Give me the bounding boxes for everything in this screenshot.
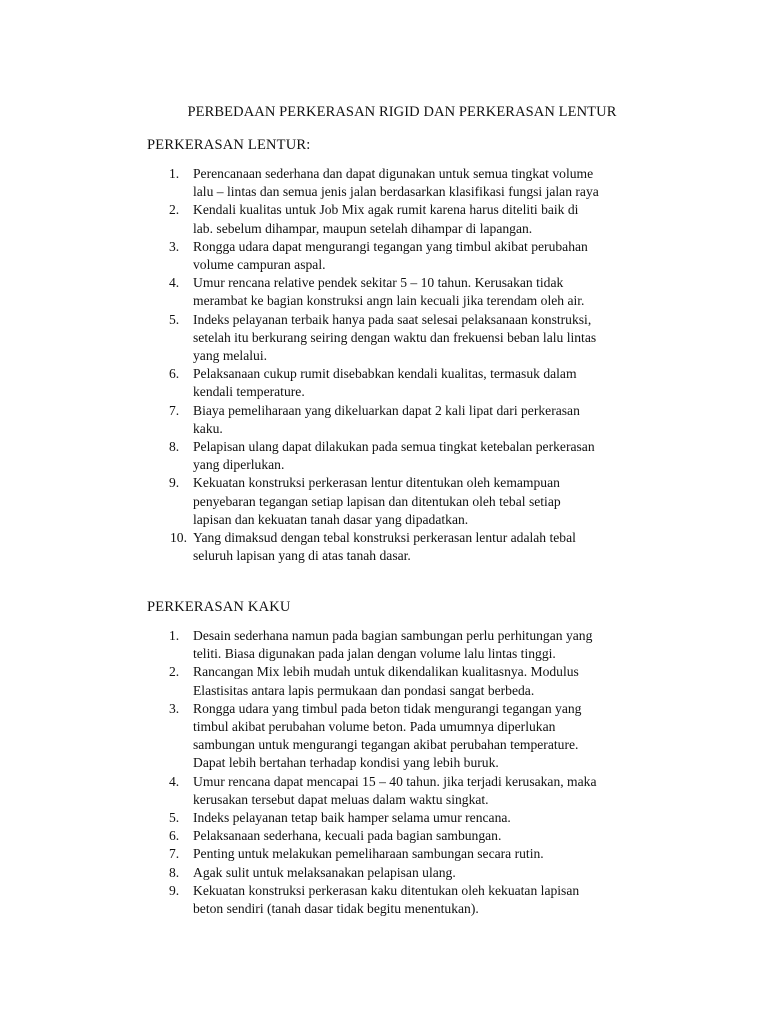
list-item	[0, 402, 768, 438]
list-item	[0, 700, 768, 773]
list-item	[0, 627, 768, 663]
list-item-number: 2.	[169, 664, 180, 680]
list-item-text: Rancangan Mix lebih mudah untuk dikendalikan kualitasnya. Modulus Elastisitas antara lapis permukaan dan pondasi sangat berbeda.	[193, 664, 579, 698]
list-item-number: 3.	[169, 700, 180, 716]
list-item	[0, 882, 768, 918]
list-item	[0, 529, 768, 565]
list-item-number: 8.	[169, 864, 180, 880]
list-item-number: 4.	[169, 773, 180, 789]
list-item-text: Yang dimaksud dengan tebal konstruksi perkerasan lentur adalah tebal seluruh lapisan yang di atas tanah dasar.	[193, 530, 576, 564]
section-heading-perkerasan-lentur: PERKERASAN LENTUR:	[147, 137, 311, 153]
list-item-text: Umur rencana relative pendek sekitar 5 – 10 tahun. Kerusakan tidak merambat ke bagian konstruksi angn lain kecuali jika terendam oleh air.	[193, 275, 585, 309]
list-item	[0, 311, 768, 366]
list-item-text: Perencanaan sederhana dan dapat digunakan untuk semua tingkat volume lalu – lintas dan semua jenis jalan berdasarkan klasifikasi fungsi jalan raya	[193, 166, 599, 200]
document-title: PERBEDAAN PERKERASAN RIGID DAN PERKERASAN LENTUR	[187, 104, 617, 120]
list-item-text: Rongga udara dapat mengurangi tegangan yang timbul akibat perubahan volume campuran aspal.	[193, 238, 588, 273]
list-item	[0, 238, 768, 274]
list-item-text: Kekuatan konstruksi perkerasan kaku ditentukan oleh kekuatan lapisan beton sendiri (tanah dasar tidak begitu menentukan).	[193, 882, 580, 917]
list-item-number: 6.	[169, 828, 180, 844]
perkerasan-kaku-list	[0, 627, 768, 918]
list-item	[0, 201, 768, 237]
list-item	[0, 845, 768, 863]
list-item-number: 7.	[169, 402, 180, 418]
list-item	[0, 663, 768, 699]
list-item-text: Rongga udara yang timbul pada beton tidak mengurangi tegangan yang timbul akibat perubahan volume beton. Pada umumnya diperlukan sambungan untuk mengurangi tegangan akibat perubahan temperature. Dapat lebih bertahan terhadap kondisi yang lebih buruk.	[193, 700, 582, 771]
list-item-number: 1.	[169, 166, 180, 181]
list-item-text: Pelaksanaan cukup rumit disebabkan kendali kualitas, termasuk dalam kendali temperature.	[193, 366, 577, 400]
list-item	[0, 827, 768, 845]
list-item-text: Desain sederhana namun pada bagian sambungan perlu perhitungan yang teliti. Biasa digunakan pada jalan dengan volume lalu lintas tinggi.	[193, 628, 593, 662]
list-item-text: Penting untuk melakukan pemeliharaan sambungan secara rutin.	[193, 846, 544, 862]
list-item-number: 3.	[169, 238, 180, 254]
list-item-number: 2.	[169, 202, 180, 218]
list-item	[0, 773, 768, 809]
perkerasan-lentur-list	[0, 165, 768, 565]
list-item-text: Pelapisan ulang dapat dilakukan pada semua tingkat ketebalan perkerasan yang diperlukan.	[193, 439, 595, 473]
list-item-text: Biaya pemeliharaan yang dikeluarkan dapat 2 kali lipat dari perkerasan kaku.	[193, 402, 580, 436]
list-item-text: Kendali kualitas untuk Job Mix agak rumit karena harus diteliti baik di lab. sebelum dihampar, maupun setelah dihampar di lapangan.	[193, 202, 579, 236]
list-item-number: 7.	[169, 846, 180, 862]
list-item-number: 6.	[169, 366, 180, 382]
list-item	[0, 474, 768, 529]
list-item-text: Indeks pelayanan terbaik hanya pada saat selesai pelaksanaan konstruksi, setelah itu berkurang seiring dengan waktu dan frekuensi beban lalu lintas yang melalui.	[193, 311, 597, 364]
list-item-text: Agak sulit untuk melaksanakan pelapisan ulang.	[193, 864, 456, 880]
list-item-number: 5.	[169, 311, 180, 327]
list-item-number: 1.	[169, 628, 180, 643]
list-item-number: 5.	[169, 810, 180, 826]
list-item-text: Kekuatan konstruksi perkerasan lentur ditentukan oleh kemampuan penyebaran tegangan setiap lapisan dan ditentukan oleh tebal setiap lapisan dan kekuatan tanah dasar yang dipadatkan.	[193, 475, 561, 527]
list-item	[0, 864, 768, 882]
list-item-text: Indeks pelayanan tetap baik hamper selama umur rencana.	[193, 810, 511, 826]
list-item-number: 10.	[170, 530, 187, 546]
list-item	[0, 809, 768, 827]
list-item-text: Umur rencana dapat mencapai 15 – 40 tahun. jika terjadi kerusakan, maka kerusakan tersebut dapat meluas dalam waktu singkat.	[193, 773, 597, 807]
section-heading-perkerasan-kaku: PERKERASAN KAKU	[147, 599, 291, 615]
list-item-text: Pelaksanaan sederhana, kecuali pada bagian sambungan.	[193, 828, 502, 844]
list-item	[0, 365, 768, 401]
list-item-number: 9.	[169, 475, 180, 491]
list-item	[0, 274, 768, 310]
list-item	[0, 438, 768, 474]
list-item	[0, 165, 768, 201]
list-item-number: 8.	[169, 439, 180, 455]
list-item-number: 4.	[169, 275, 180, 291]
list-item-number: 9.	[169, 882, 180, 898]
